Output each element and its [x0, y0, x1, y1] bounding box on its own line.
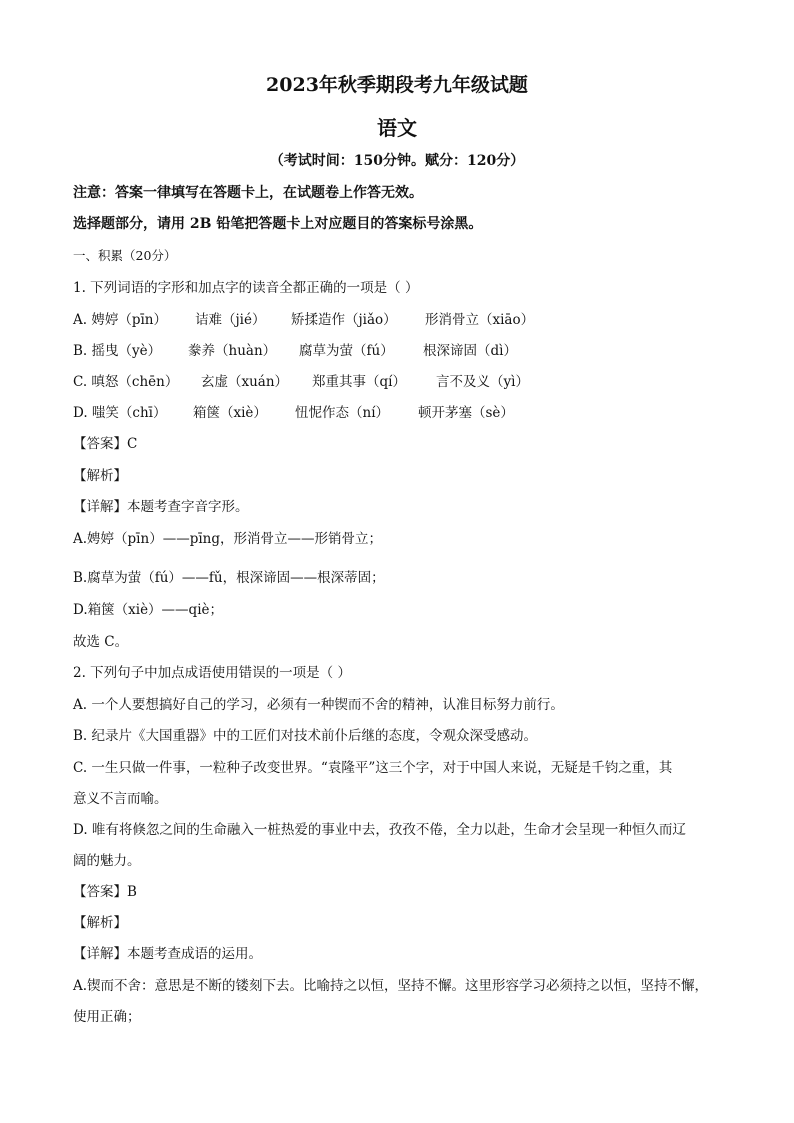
- q2-stem: 2. 下列句子中加点成语使用错误的一项是（ ）: [73, 665, 351, 681]
- q1-explain-a: A.娉婷（pīn）——pīng，形消骨立——形销骨立；: [73, 531, 382, 547]
- q2-option-d-cont: 阔的魅力。: [73, 853, 141, 869]
- q2-option-b: B. 纪录片《大国重器》中的工匠们对技术前仆后继的态度，令观众深受感动。: [73, 728, 538, 744]
- q1-d-1: D. 嗤笑（chī）: [73, 405, 167, 421]
- q1-explain-b: B.腐草为萤（fú）——fǔ，根深谛固——根深蒂固；: [73, 570, 385, 586]
- q1-detail: 【详解】本题考查字音字形。: [73, 499, 249, 515]
- q1-explain-d: D.箱箧（xiè）——qiè；: [73, 602, 224, 618]
- q1-c-3: 郑重其事（qí）: [312, 374, 406, 390]
- q1-analysis: 【解析】: [73, 468, 127, 484]
- exam-info: （考试时间：150分钟。赋分：120分）: [269, 153, 525, 169]
- q1-a-4: 形消骨立（xiāo）: [425, 312, 535, 328]
- q1-conclusion: 故选 C。: [73, 634, 129, 650]
- exam-subject: 语文: [377, 116, 417, 140]
- q2-option-d: D. 唯有将倏忽之间的生命融入一桩热爱的事业中去，孜孜不倦，全力以赴，生命才会呈现一种恒久而辽: [73, 822, 686, 838]
- q1-d-2: 箱箧（xiè）: [193, 405, 267, 421]
- section-heading: 一、积累（20分）: [73, 248, 177, 263]
- notice-line-1: 注意：答案一律填写在答题卡上，在试题卷上作答无效。: [73, 185, 423, 201]
- q2-answer: 【答案】B: [73, 884, 137, 900]
- q2-explain-a: A.锲而不舍：意思是不断的镂刻下去。比喻持之以恒，坚持不懈。这里形容学习必须持之以恒，坚持不懈，: [73, 978, 709, 994]
- q1-d-3: 忸怩作态（ní）: [295, 405, 390, 421]
- q2-analysis: 【解析】: [73, 915, 127, 931]
- notice-line-2: 选择题部分，请用 2B 铅笔把答题卡上对应题目的答案标号涂黑。: [73, 216, 483, 232]
- q1-b-2: 豢养（huàn）: [188, 343, 277, 359]
- q2-option-c: C. 一生只做一件事，一粒种子改变世界。“袁隆平”这三个字，对于中国人来说，无疑是千钧之重，其: [73, 760, 673, 776]
- q2-detail: 【详解】本题考查成语的运用。: [73, 946, 262, 962]
- q1-b-4: 根深谛固（dì）: [423, 343, 517, 359]
- q1-d-4: 顿开茅塞（sè）: [418, 405, 514, 421]
- q2-explain-a-cont: 使用正确；: [73, 1009, 141, 1025]
- q1-a-2: 诘难（jié）: [195, 312, 266, 328]
- q2-option-a: A. 一个人要想搞好自己的学习，必须有一种锲而不舍的精神，认准目标努力前行。: [73, 697, 564, 713]
- exam-title: 2023年秋季期段考九年级试题: [266, 74, 528, 96]
- q1-b-1: B. 摇曳（yè）: [73, 343, 162, 359]
- q1-c-2: 玄虚（xuán）: [201, 374, 289, 390]
- q2-option-c-cont: 意义不言而喻。: [73, 791, 168, 807]
- q1-answer: 【答案】C: [73, 436, 138, 452]
- q1-a-3: 矫揉造作（jiǎo）: [291, 312, 397, 328]
- q1-stem: 1. 下列词语的字形和加点字的读音全都正确的一项是（ ）: [73, 280, 419, 296]
- q1-a-1: A. 娉婷（pīn）: [73, 312, 167, 328]
- q1-c-1: C. 嗔怒（chēn）: [73, 374, 179, 390]
- q1-b-3: 腐草为萤（fú）: [299, 343, 394, 359]
- q1-c-4: 言不及义（yì）: [436, 374, 529, 390]
